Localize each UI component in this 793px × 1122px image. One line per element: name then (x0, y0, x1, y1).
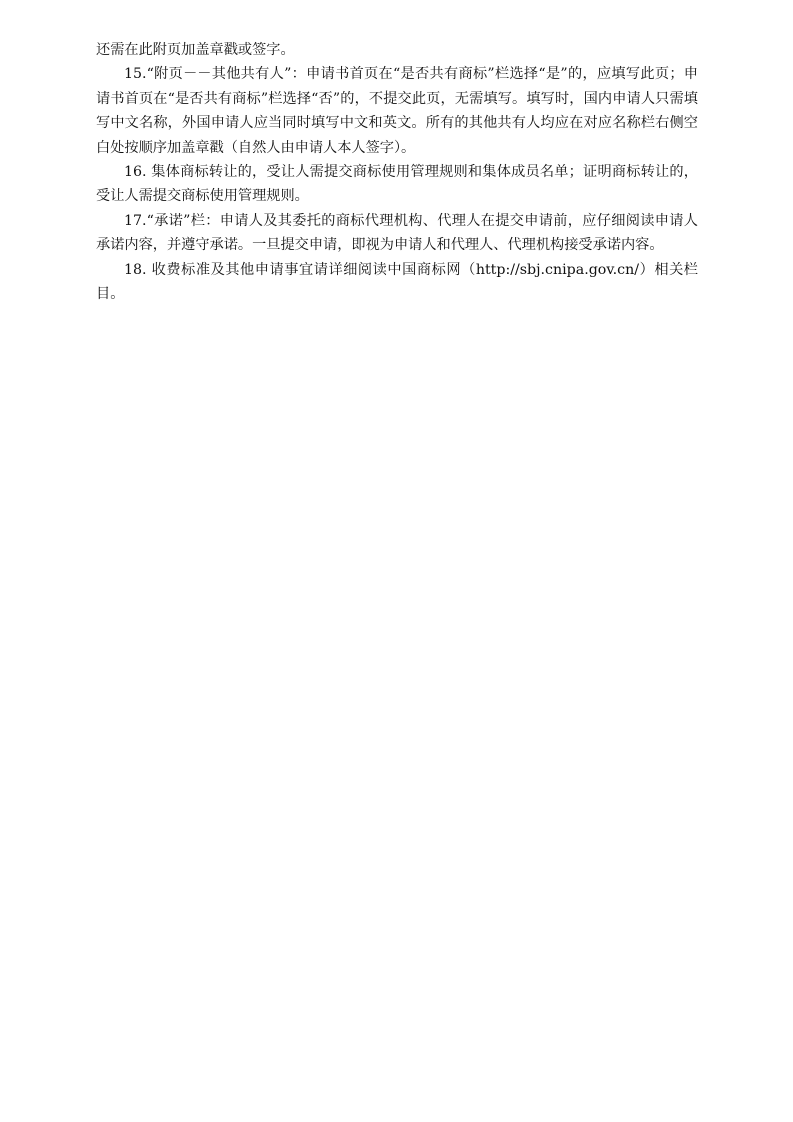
paragraph-16-collective-mark-transfer: 16. 集体商标转让的，受让人需提交商标使用管理规则和集体成员名单；证明商标转让的，受让人需提交商标使用管理规则。 (96, 164, 698, 205)
paragraph-15-other-co-owners: 15.“附页－－其他共有人”：申请书首页在“是否共有商标”栏选择“是”的，应填写此页；申请书首页在“是否共有商标”栏选择“否”的，不提交此页，无需填写。填写时，国内申请人只需填写中文名称，外国申请人应当同时填写中文和英文。所有的其他共有人均应在对应名称栏右侧空白处按顺序加盖章戳（自然人由申请人本人签字）。 (96, 66, 698, 156)
paragraph-18-fees: 18. 收费标准及其他申请事宜请详细阅读中国商标网（http://sbj.cnipa.gov.cn/）相关栏目。 (96, 261, 698, 303)
paragraph-17-commitment: 17.“承诺”栏：申请人及其委托的商标代理机构、代理人在提交申请前，应仔细阅读申请人承诺内容，并遵守承诺。一旦提交申请，即视为申请人和代理人、代理机构接受承诺内容。 (96, 212, 698, 254)
paragraph-14-continued: 还需在此附页加盖章戳或签字。 (96, 42, 295, 58)
document-page (96, 38, 698, 306)
